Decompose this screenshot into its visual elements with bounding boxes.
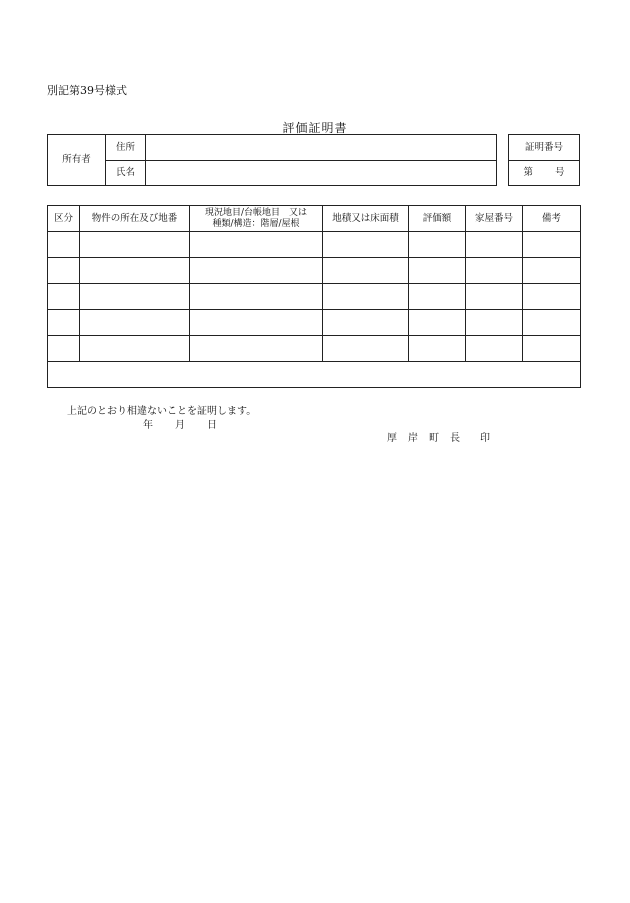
table-cell [80, 258, 190, 284]
seal-mark: 印 [480, 433, 490, 444]
header-valuation: 評価額 [409, 206, 466, 232]
table-cell [523, 336, 581, 362]
date-month: 月 [175, 420, 185, 431]
table-cell [48, 310, 80, 336]
header-area: 地積又は床面積 [323, 206, 409, 232]
owner-table [47, 134, 497, 186]
table-cell [466, 336, 523, 362]
table-cell [323, 284, 409, 310]
table-cell [48, 284, 80, 310]
issuer-signature-line [387, 429, 490, 444]
issuer-char-1: 厚 [387, 433, 397, 444]
table-cell [190, 284, 323, 310]
table-cell [48, 232, 80, 258]
header-remarks: 備考 [523, 206, 581, 232]
table-cell [523, 310, 581, 336]
table-cell [323, 310, 409, 336]
table-cell [523, 258, 581, 284]
header-location: 物件の所在及び地番 [80, 206, 190, 232]
table-cell [80, 284, 190, 310]
table-row [48, 336, 581, 362]
table-cell [409, 232, 466, 258]
address-value [146, 135, 497, 161]
table-cell [80, 232, 190, 258]
owner-label: 所有者 [48, 135, 106, 186]
date-line [143, 416, 217, 431]
date-day: 日 [207, 420, 217, 431]
table-cell [80, 336, 190, 362]
issuer-char-4: 長 [450, 433, 460, 444]
name-value [146, 161, 497, 186]
table-row [48, 258, 581, 284]
table-cell [409, 336, 466, 362]
header-category: 区分 [48, 206, 80, 232]
table-cell [190, 336, 323, 362]
table-cell [409, 258, 466, 284]
issuer-char-2: 岸 [408, 433, 418, 444]
certificate-number-box [508, 134, 580, 186]
address-label: 住所 [106, 135, 146, 161]
table-cell [409, 284, 466, 310]
certificate-number-label: 証明番号 [509, 135, 580, 161]
certificate-number-field [509, 161, 580, 186]
property-table [47, 205, 581, 388]
table-footer-row [48, 362, 581, 388]
table-cell [466, 258, 523, 284]
table-row [48, 310, 581, 336]
table-cell [48, 336, 80, 362]
table-cell [466, 284, 523, 310]
table-cell [48, 258, 80, 284]
table-cell [409, 310, 466, 336]
table-cell [80, 310, 190, 336]
table-row [48, 232, 581, 258]
header-land-type-line1: 現況地目/台帳地目 又は [204, 207, 308, 218]
issuer-char-3: 町 [429, 433, 439, 444]
certificate-number-suffix: 号 [555, 167, 565, 178]
table-cell [323, 258, 409, 284]
table-cell [190, 232, 323, 258]
table-cell [523, 232, 581, 258]
table-row [48, 284, 581, 310]
certification-statement: 上記のとおり相違ないことを証明します。 [67, 406, 257, 417]
certificate-number-prefix: 第 [523, 167, 533, 178]
table-cell [190, 310, 323, 336]
table-cell [466, 232, 523, 258]
form-number: 別記第39号様式 [47, 84, 127, 97]
table-footer-note [48, 362, 581, 388]
header-land-type-line2: 種類/構造：階層/屋根 [212, 218, 300, 229]
table-cell [190, 258, 323, 284]
table-cell [323, 336, 409, 362]
table-cell [323, 232, 409, 258]
table-cell [466, 310, 523, 336]
header-land-type [190, 206, 323, 232]
document-title: 評価証明書 [282, 121, 348, 135]
name-label: 氏名 [106, 161, 146, 186]
header-house-number: 家屋番号 [466, 206, 523, 232]
table-cell [523, 284, 581, 310]
date-year: 年 [143, 420, 153, 431]
table-header-row [48, 206, 581, 232]
